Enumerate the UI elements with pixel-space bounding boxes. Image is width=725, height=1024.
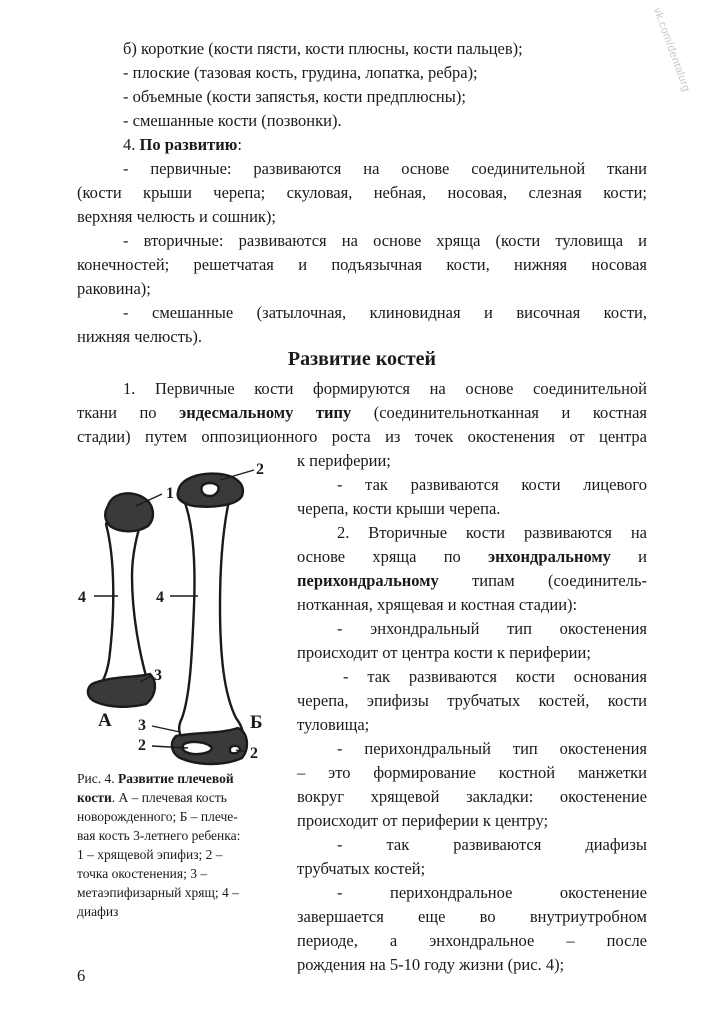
caption-line-8: диафиз [77, 904, 119, 919]
caption-line-5: 1 – хрящевой эпифиз; 2 – [77, 847, 223, 862]
p2-line-7: - так развиваются кости основания [343, 667, 647, 686]
bone-b-shaft [179, 496, 243, 746]
p2-line-10: - перихондральный тип окостенения [337, 739, 647, 758]
p2-line-4: нотканная, хрящевая и костная стадии): [297, 595, 578, 614]
caption-line-4: вая кость 3-летнего ребенка: [77, 828, 241, 843]
p2-line-9: туловища; [297, 715, 370, 734]
p1-line-6: черепа, кости крыши черепа. [297, 499, 501, 518]
primary-line-2: (кости крыши черепа; скуловая, небная, носовая, слезная кости; [77, 183, 647, 202]
p2-line-14: - так развиваются диафизы [337, 835, 647, 854]
label-2-top: 2 [256, 461, 264, 478]
label-4-b: 4 [156, 589, 164, 606]
p2-line-18: периоде, а энхондральное – после [297, 931, 647, 950]
p2-line-11: – это формирование костной манжетки [297, 763, 647, 782]
section-4-number: 4. [123, 135, 136, 154]
bone-b-top-ossification-point [201, 483, 218, 496]
caption-line-3: новорожденного; Б – плече- [77, 809, 238, 824]
secondary-line-2: конечностей; решетчатая и подъязычная кости, нижняя носовая [77, 255, 647, 274]
p1-line-2: ткани по эндесмальному типу (соединительнотканная и костная [77, 403, 647, 422]
p1-line-1: 1. Первичные кости формируются на основе соединительной [123, 379, 647, 398]
label-A: А [98, 710, 112, 731]
section-heading: Развитие костей [287, 348, 437, 370]
p2-line-6: происходит от центра кости к периферии; [297, 643, 591, 662]
p1-line-3: стадии) путем оппозиционного роста из точек окостенения от центра [77, 427, 647, 446]
section-4-title: 4. По развитию: [123, 135, 242, 154]
p2-line-15: трубчатых костей; [297, 859, 426, 878]
secondary-line-1: - вторичные: развиваются на основе хряща (кости туловища и [123, 231, 647, 250]
p2-line-5: - энхондральный тип окостенения [337, 619, 647, 638]
label-1: 1 [166, 485, 174, 502]
mixed-line-2: нижняя челюсть). [77, 327, 203, 346]
caption-line-2: кости. А – плечевая кость [77, 790, 227, 805]
p1-line-5: - так развиваются кости лицевого [337, 475, 647, 494]
caption-line-6: точка окостенения; 3 – [77, 866, 208, 881]
p2-line-16: - перихондральное окостенение [337, 883, 647, 902]
p2-line-3: перихондральному типам (соединитель- [297, 571, 647, 590]
perichondral-term: перихондральному [297, 571, 439, 590]
caption-line-7: метаэпифизарный хрящ; 4 – [77, 885, 239, 900]
p2-line-19: рождения на 5-10 году жизни (рис. 4); [297, 955, 565, 974]
p2-line-8: черепа, эпифизы трубчатых костей, кости [297, 691, 647, 710]
bone-a-shaft [91, 513, 146, 689]
label-2-b: 2 [138, 737, 146, 754]
label-B: Б [250, 712, 263, 733]
p2-line-13: происходит от периферии к центру; [297, 811, 549, 830]
text-line-short-bones: б) короткие (кости пясти, кости плюсны, кости пальцев); [123, 39, 523, 58]
text-line-volume-bones: - объемные (кости запястья, кости предплюсны); [123, 87, 466, 106]
page-number: 6 [77, 966, 86, 985]
enchondral-term: энхондральному [488, 547, 611, 566]
text-line-flat-bones: - плоские (тазовая кость, грудина, лопатка, ребра); [123, 63, 478, 82]
endesmal-term: эндесмальному типу [179, 403, 352, 422]
label-2-right: 2 [250, 745, 258, 762]
p2-line-2: основе хряща по энхондральному и [297, 547, 647, 566]
secondary-line-3: раковина); [77, 279, 151, 298]
p1-line-4: к периферии; [297, 451, 391, 470]
humerus-figure [70, 456, 280, 784]
primary-line-1: - первичные: развиваются на основе соединительной ткани [123, 159, 647, 178]
label-3-a: 3 [154, 667, 162, 684]
text-line-mixed-bones: - смешанные кости (позвонки). [123, 111, 342, 130]
bone-b-side-ossification-point [230, 746, 240, 753]
primary-line-3: верхняя челюсть и сошник); [77, 207, 277, 226]
p2-line-17: завершается еще во внутриутробном [297, 907, 647, 926]
p2-line-12: вокруг хрящевой закладки: окостенение [297, 787, 647, 806]
watermark: vk.com/dentalurg [650, 6, 693, 94]
label-3-b: 3 [138, 717, 146, 734]
mixed-line-1: - смешанные (затылочная, клиновидная и височная кости, [123, 303, 647, 322]
section-4-title-text: По развитию [139, 135, 238, 154]
caption-line-1: Рис. 4. Развитие плечевой [77, 771, 234, 786]
bone-a-top-epiphysis [105, 493, 153, 531]
label-4-a: 4 [78, 589, 86, 606]
p2-line-1: 2. Вторичные кости развиваются на [337, 523, 647, 542]
